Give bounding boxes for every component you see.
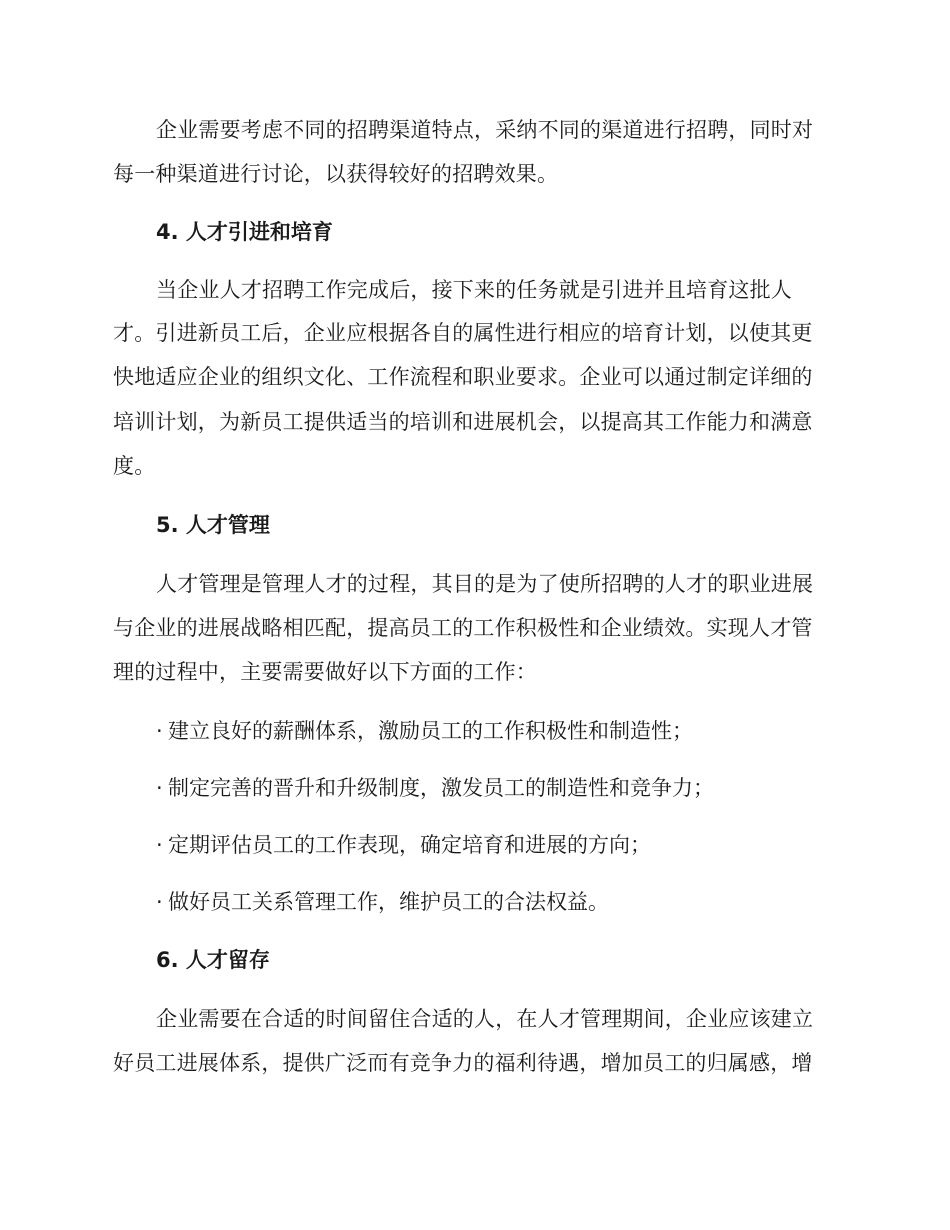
section-heading-5: 5. 人才管理 bbox=[156, 513, 270, 537]
paragraph-line: 企业需要考虑不同的招聘渠道特点，采纳不同的渠道进行招聘，同时对 bbox=[156, 118, 814, 142]
list-item-text: 做好员工关系管理工作，维护员工的合法权益。 bbox=[168, 890, 609, 914]
list-item bbox=[156, 888, 609, 916]
bullet-marker: · bbox=[156, 776, 163, 800]
paragraph-line: 与企业的进展战略相匹配，提高员工的工作积极性和企业绩效。实现人才管 bbox=[113, 616, 813, 640]
list-item bbox=[156, 717, 693, 745]
paragraph-line: 当企业人才招聘工作完成后，接下来的任务就是引进并且培育这批人 bbox=[156, 278, 792, 302]
paragraph-line: 人才管理是管理人才的过程，其目的是为了使所招聘的人才的职业进展 bbox=[156, 572, 814, 596]
paragraph-line: 好员工进展体系，提供广泛而有竞争力的福利待遇，增加员工的归属感，增 bbox=[113, 1051, 813, 1075]
section-heading-4: 4. 人才引进和培育 bbox=[156, 220, 333, 244]
list-item-text: 定期评估员工的工作表现，确定培育和进展的方向； bbox=[168, 833, 651, 857]
paragraph-line: 快地适应企业的组织文化、工作流程和职业要求。企业可以通过制定详细的 bbox=[113, 365, 813, 389]
list-item bbox=[156, 831, 651, 859]
paragraph-line: 理的过程中，主要需要做好以下方面的工作： bbox=[113, 660, 537, 684]
bullet-marker: · bbox=[156, 890, 163, 914]
bullet-marker: · bbox=[156, 833, 163, 857]
paragraph-line: 度。 bbox=[113, 454, 156, 478]
list-item-text: 建立良好的薪酬体系，激励员工的工作积极性和制造性； bbox=[168, 719, 693, 743]
list-item bbox=[156, 774, 714, 802]
list-item-text: 制定完善的晋升和升级制度，激发员工的制造性和竞争力； bbox=[168, 776, 714, 800]
paragraph-line: 培训计划，为新员工提供适当的培训和进展机会，以提高其工作能力和满意 bbox=[113, 410, 813, 434]
paragraph-line: 每一种渠道进行讨论，以获得较好的招聘效果。 bbox=[113, 162, 559, 186]
section-heading-6: 6. 人才留存 bbox=[156, 948, 270, 972]
paragraph-line: 企业需要在合适的时间留住合适的人，在人才管理期间，企业应该建立 bbox=[156, 1007, 814, 1031]
bullet-marker: · bbox=[156, 719, 163, 743]
paragraph-line: 才。引进新员工后，企业应根据各自的属性进行相应的培育计划，以使其更 bbox=[113, 321, 813, 345]
